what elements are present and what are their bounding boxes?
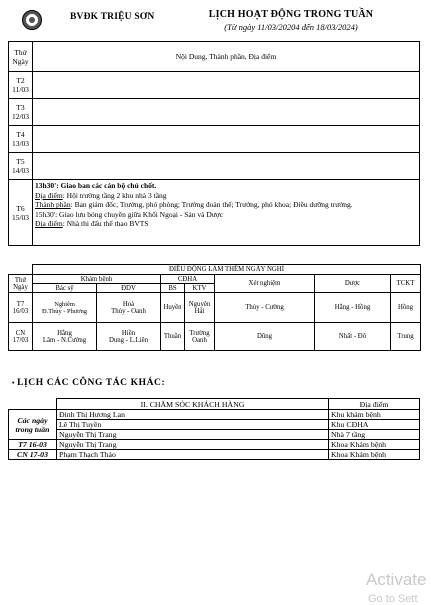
customer-care-table [8,398,420,460]
day-cell: CN 17/03 [9,323,33,351]
table-row [9,430,420,440]
col-ktv: KTV [185,284,215,293]
ddv-cell: Hiền Dung - L.Liên [97,323,161,351]
tckt-cell: Trung [391,323,421,351]
group-cdha: CĐHA [161,275,215,284]
schedule-row [9,153,420,180]
schedule-content [33,72,420,99]
schedule-row [9,99,420,126]
page-title: LỊCH HOẠT ĐỘNG TRONG TUẦN [208,9,374,20]
xet-nghiem-cell: Thủy - Cường [215,293,315,323]
bs-cell: Thuần [161,323,185,351]
table-row [9,323,421,351]
staff-name: Đinh Thị Hương Lan [57,410,329,420]
friday-item-1-members: Thành phần: Ban giám đốc, Trưởng, phó phòng; Trưởng đoàn thể; Trưởng, phó khoa; Điều dưỡng trưởng. [35,200,353,210]
table-row [9,410,420,420]
day-cell: T3 12/03 [9,99,33,126]
weekly-schedule-table [8,41,420,246]
other-tasks-title: • LỊCH CÁC CÔNG TÁC KHÁC: [12,378,166,388]
staff-name: Lê Thị Tuyền [57,420,329,430]
ktv-cell: Nguyên Hải [185,293,215,323]
day-cell: T4 13/03 [9,126,33,153]
table-row [9,293,421,323]
staff-place: Khoa Khám bệnh [329,440,420,450]
bac-sy-cell: Nghiêm Đ.Thủy - Phương [33,293,97,323]
table-row [9,450,420,460]
ktv-cell: Trường Oanh [185,323,215,351]
schedule-content [33,126,420,153]
col-bac-sy: Bác sỹ [33,284,97,293]
table-row [9,440,420,450]
weekend-day-header: Thứ Ngày [9,275,33,293]
weekend-title: ĐIỀU ĐỘNG LÀM THÊM NGÀY NGHỈ [33,265,421,275]
staff-place: Khu CĐHA [329,420,420,430]
day-cell: T5 14/03 [9,153,33,180]
schedule-row [9,126,420,153]
friday-item-1-place: Địa điểm: Hội trường tầng 2 khu nhà 3 tầng [35,190,167,200]
duoc-cell: Hằng - Hồng [315,293,391,323]
customer-care-header: II. CHĂM SÓC KHÁCH HÀNG [57,399,329,410]
duoc-cell: Nhất - Đô [315,323,391,351]
staff-place: Khu khám bệnh [329,410,420,420]
day-header: Thứ Ngày [9,42,33,72]
bs-cell: Huyền [161,293,185,323]
schedule-row-friday [9,180,420,246]
schedule-content [33,180,420,246]
col-xet-nghiem: Xét nghiệm [215,275,315,293]
staff-place: Khoa Khám bệnh [329,450,420,460]
ddv-cell: Hoà Thủy - Oanh [97,293,161,323]
bullet-icon: • [12,379,16,387]
settings-watermark: Go to Sett [368,593,418,605]
weekdays-label: Các ngày trong tuần [9,410,57,440]
content-header: Nội Dung, Thành phần, Địa điểm [33,42,420,72]
day-cell: T7 16/03 [9,293,33,323]
weekend-duty-table [8,264,421,351]
day-cell: T6 15/03 [9,180,33,246]
xet-nghiem-cell: Dũng [215,323,315,351]
staff-place: Nhà 7 tầng [329,430,420,440]
sunday-label: CN 17-03 [9,450,57,460]
col-tckt: TCKT [391,275,421,293]
activate-windows-watermark: Activate [366,570,427,589]
tckt-cell: Hồng [391,293,421,323]
table-row [9,420,420,430]
place-header: Địa điểm [329,399,420,410]
schedule-content [33,153,420,180]
organization-name: BVĐK TRIỆU SƠN [70,12,155,22]
col-bs: BS [161,284,185,293]
group-kham-benh: Khám bệnh [33,275,161,284]
schedule-row [9,72,420,99]
date-range: (Từ ngày 11/03/20204 đến 18/03/2024) [224,22,358,32]
friday-item-1: 13h30': Giao ban các cán bộ chủ chốt. [35,181,157,190]
staff-name: Nguyễn Thị Trang [57,430,329,440]
schedule-content [33,99,420,126]
saturday-label: T7 16-03 [9,440,57,450]
col-duoc: Dược [315,275,391,293]
staff-name: Phạm Thạch Thảo [57,450,329,460]
staff-name: Nguyễn Thị Trang [57,440,329,450]
day-cell: T2 11/03 [9,72,33,99]
friday-item-2-place: Địa điểm: Nhà thi đấu thể thao BVTS [35,219,149,229]
hospital-logo-icon [22,10,42,30]
friday-item-2: 15h30': Giao lưu bóng chuyền giữa Khối Ngoại - Sản và Dược [35,209,224,219]
bac-sy-cell: Hằng Lâm - N.Cường [33,323,97,351]
col-ddv: ĐDV [97,284,161,293]
